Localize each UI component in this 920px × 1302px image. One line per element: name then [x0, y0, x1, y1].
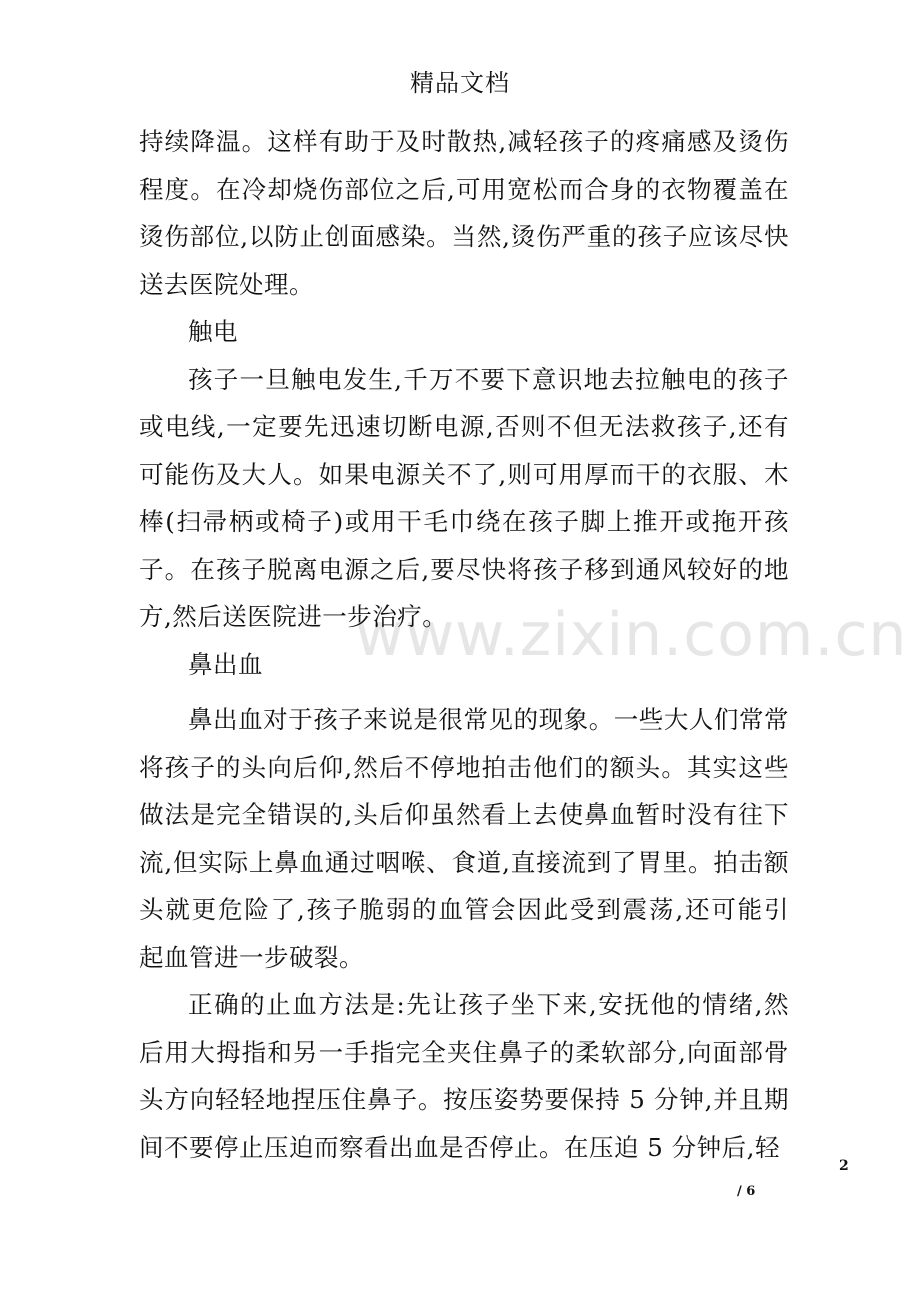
paragraph-line: 持续降温。这样有助于及时散热,减轻孩子的疼痛感及烫伤	[139, 127, 789, 156]
paragraph-line: 流,但实际上鼻血通过咽喉、食道,直接流到了胃里。拍击额	[139, 847, 789, 877]
paragraph-line: 或电线,一定要先迅速切断电源,否则不但无法救孩子,还有	[139, 412, 789, 441]
paragraph-line: 头方向轻轻地捏压住鼻子。按压姿势要保持 5 分钟,并且期	[139, 1085, 789, 1114]
paragraph	[139, 981, 789, 1171]
paragraph-line: 正确的止血方法是:先让孩子坐下来,安抚他的情绪,然	[188, 990, 789, 1019]
paragraph-line: 后用大拇指和另一手指完全夹住鼻子的柔软部分,向面部骨	[139, 1037, 789, 1067]
paragraph-line: 孩子一旦触电发生,千万不要下意识地去拉触电的孩子	[188, 364, 789, 394]
page-number: 2	[839, 1158, 849, 1174]
paragraph-line: 可能伤及大人。如果电源关不了,则可用厚而干的衣服、木	[139, 459, 789, 489]
paragraph	[139, 696, 789, 981]
paragraph-line: 子。在孩子脱离电源之后,要尽快将孩子移到通风较好的地	[139, 554, 789, 584]
paragraph-line: 送去医院处理。	[139, 269, 314, 299]
paragraph-line: 头就更危险了,孩子脆弱的血管会因此受到震荡,还可能引	[139, 895, 789, 924]
paragraph-line: 方,然后送医院进一步治疗。	[139, 602, 448, 631]
paragraph-line: 将孩子的头向后仰,然后不停地拍击他们的额头。其实这些	[139, 752, 789, 782]
paragraph-line: 起血管进一步破裂。	[139, 942, 364, 972]
document-body	[139, 118, 789, 1171]
paragraph-line: 程度。在冷却烧伤部位之后,可用宽松而合身的衣物覆盖在	[139, 174, 789, 204]
section-heading	[139, 308, 789, 356]
document-header: 精品文档	[410, 69, 510, 97]
heading-text: 鼻出血	[188, 649, 263, 679]
paragraph-line: 鼻出血对于孩子来说是很常见的现象。一些大人们常常	[188, 705, 789, 734]
heading-text: 触电	[188, 317, 238, 346]
paragraph	[139, 118, 789, 308]
page-total: / 6	[737, 1184, 756, 1199]
paragraph-line: 烫伤部位,以防止创面感染。当然,烫伤严重的孩子应该尽快	[139, 222, 789, 251]
paragraph-line: 做法是完全错误的,头后仰虽然看上去使鼻血暂时没有往下	[139, 800, 789, 829]
paragraph-line: 间不要停止压迫而察看出血是否停止。在压迫 5 分钟后,轻	[139, 1132, 780, 1162]
paragraph	[139, 356, 789, 641]
watermark: www.zixin.com.cn	[355, 600, 908, 670]
section-heading	[139, 641, 789, 689]
paragraph-gap	[139, 688, 789, 696]
paragraph-line: 棒(扫帚柄或椅子)或用干毛巾绕在孩子脚上推开或拖开孩	[139, 507, 789, 536]
